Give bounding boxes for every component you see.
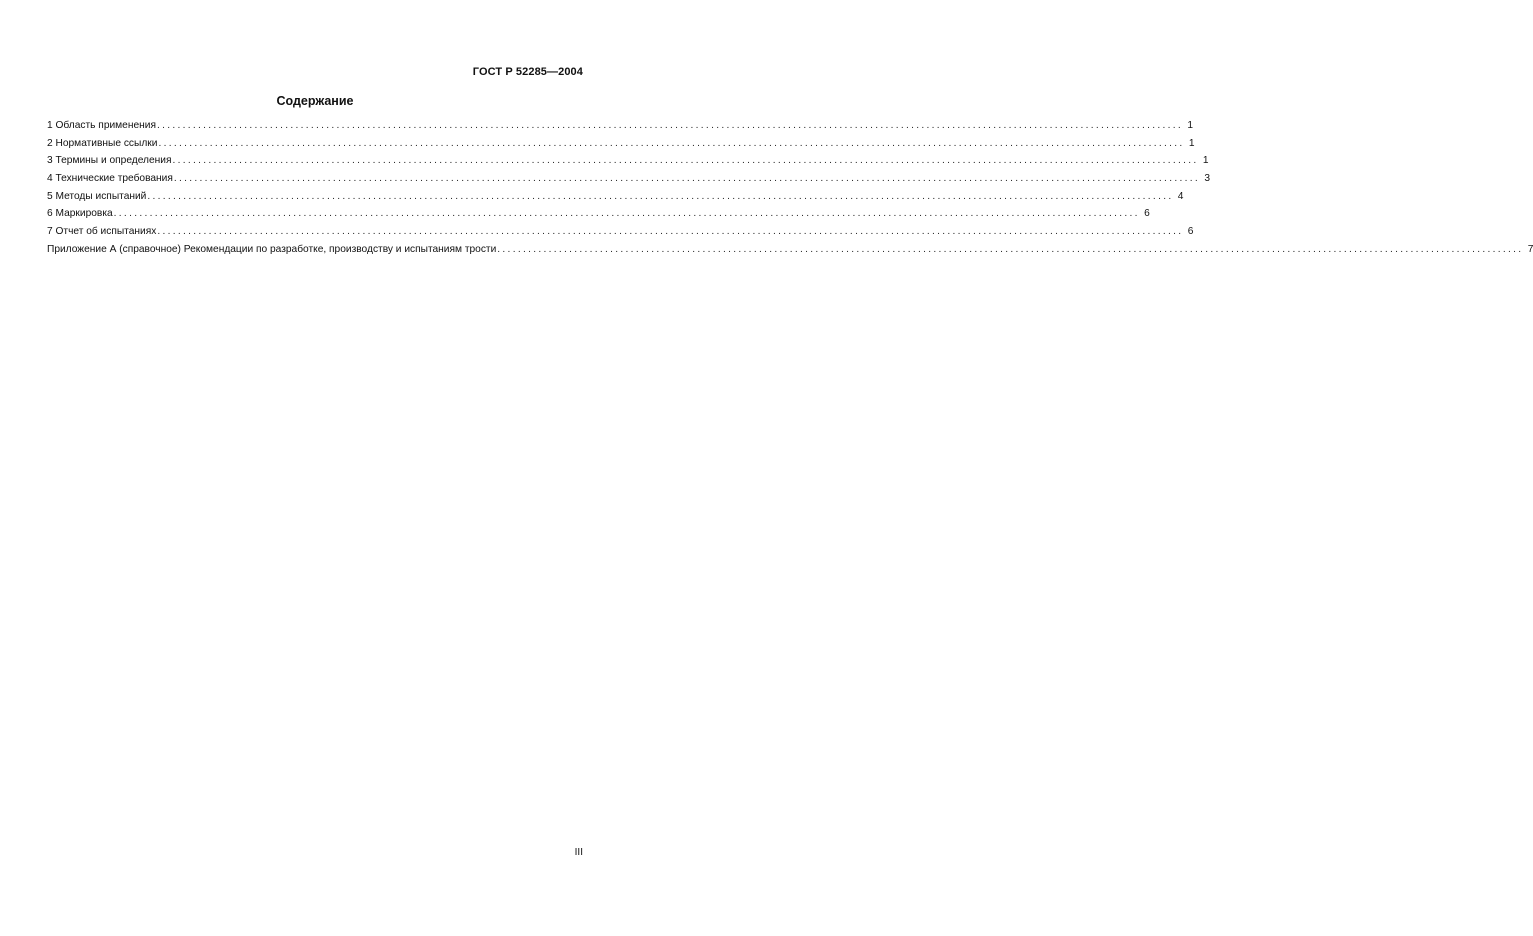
table-of-contents: [47, 120, 1533, 262]
toc-dot-leader: ........................................................................................................................................................................................................: [157, 226, 1184, 238]
toc-dot-leader: ........................................................................................................................................................................................................: [156, 120, 1184, 131]
toc-entry-page: 1: [1187, 120, 1194, 131]
document-code: ГОСТ Р 52285—2004: [472, 66, 583, 78]
toc-entry-page: 4: [1177, 190, 1184, 202]
toc-dot-leader: ........................................................................................................................................................................................................: [172, 155, 1199, 167]
toc-entry: [47, 243, 1533, 262]
toc-entry-label: 6 Маркировка: [47, 208, 113, 220]
toc-entry-label: 3 Термины и определения: [47, 155, 172, 167]
toc-entry: [47, 208, 1150, 226]
toc-entry-label: 4 Технические требования: [47, 173, 173, 185]
toc-entry-label: 2 Нормативные ссылки: [47, 137, 158, 149]
toc-dot-leader: ........................................................................................................................................................................................................: [158, 137, 1185, 149]
toc-entry-page: 7: [1527, 243, 1533, 255]
toc-entry: [47, 120, 1194, 138]
toc-entry-label: 7 Отчет об испытаниях: [47, 226, 157, 238]
toc-entry-page: 3: [1204, 173, 1210, 185]
toc-entry-page: 1: [1188, 137, 1195, 149]
toc-entry-page: 1: [1202, 155, 1209, 167]
toc-dot-leader: ........................................................................................................................................................................................................: [147, 190, 1174, 202]
toc-dot-leader: ........................................................................................................................................................................................................: [113, 208, 1140, 220]
toc-entry-page: 6: [1144, 208, 1150, 220]
toc-entry-label: 1 Область применения: [47, 120, 156, 131]
toc-entry-label: Приложение А (справочное) Рекомендации по разработке, производству и испытаниям трости: [47, 243, 497, 255]
toc-entry: [47, 173, 1210, 191]
page-number: III: [574, 847, 583, 858]
toc-entry: [47, 137, 1195, 156]
toc-title: Содержание: [276, 94, 354, 108]
toc-dot-leader: ........................................................................................................................................................................................................: [173, 173, 1200, 185]
toc-entry: [47, 190, 1184, 209]
toc-entry: [47, 226, 1194, 244]
toc-dot-leader: ........................................................................................................................................................................................................: [497, 243, 1524, 255]
toc-entry: [47, 155, 1209, 173]
toc-entry-page: 6: [1187, 226, 1194, 238]
toc-entry-label: 5 Методы испытаний: [47, 190, 147, 202]
